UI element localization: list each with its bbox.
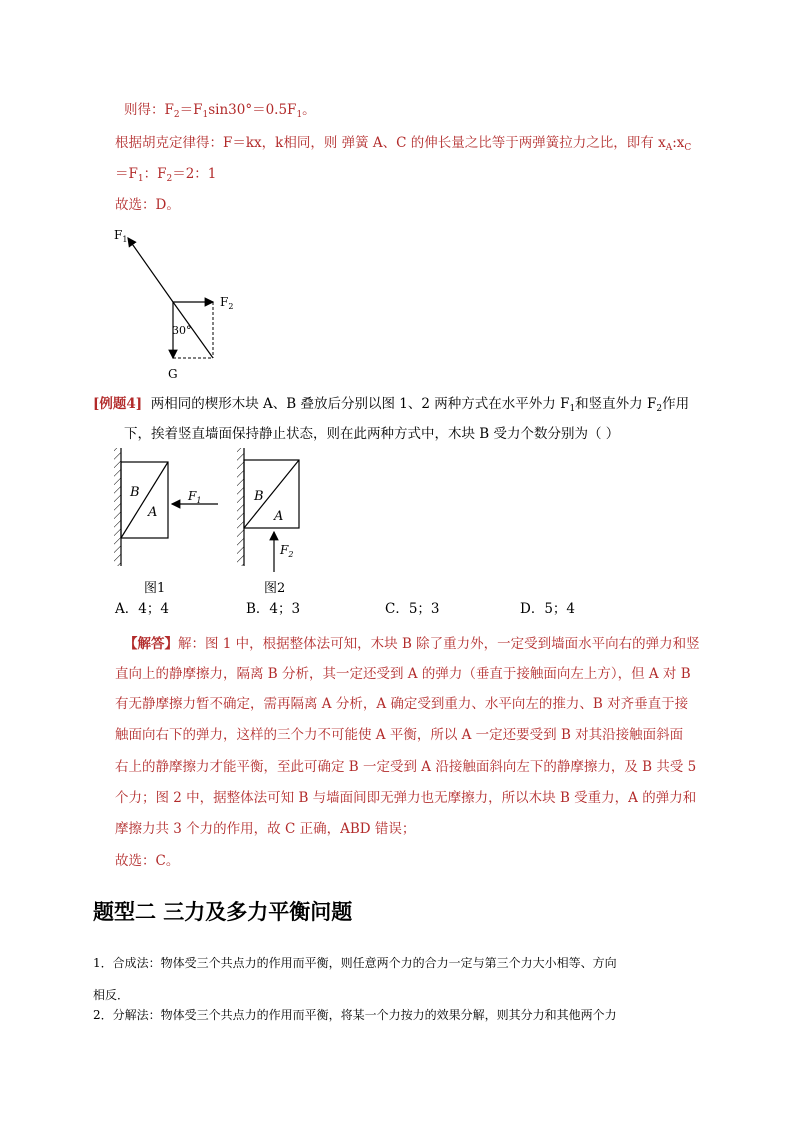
force-diagram	[100, 222, 260, 382]
option-c[interactable]: C．5；3	[385, 601, 440, 617]
method-1-line-2: 相反．	[93, 988, 130, 1002]
answer-line-1: 【解答】解：图 1 中，根据整体法可知，木块 B 除了重力外，一定受到墙面水平向右的弹力和竖	[124, 636, 700, 652]
f2-label: $F_2$	[220, 295, 234, 311]
option-d[interactable]: D．5；4	[520, 601, 576, 617]
option-a[interactable]: A．4；4	[115, 601, 169, 617]
option-b[interactable]: B．4；3	[246, 601, 301, 617]
method-2-line-1: 2．分解法：物体受三个共点力的作用而平衡，将某一个力按力的效果分解，则其分力和其他两个力	[93, 1008, 617, 1022]
wall	[114, 448, 121, 566]
answer-choice: 故选：C。	[115, 853, 180, 869]
f1-arrow	[128, 238, 173, 302]
block-b-label: B	[254, 489, 264, 504]
hooke-line-2: $=F_1$：$F_2=2$：1	[115, 166, 217, 184]
caption: 图1	[144, 581, 166, 596]
section-title: 题型二 三力及多力平衡问题	[93, 900, 353, 924]
hooke-line-1: 根据胡克定律得：F＝kx，k相同，则 弹簧 A、C 的伸长量之比等于两弹簧拉力之比，即有 $x_A:x_C$	[115, 135, 692, 153]
answer-line-4: 触面向右下的弹力，这样的三个力不可能使 A 平衡，所以 A 一定还要受到 B 对其沿接触面斜面	[115, 727, 684, 743]
example4-line-2: 下，挨着竖直墙面保持静止状态，则在此两种方式中，木块 B 受力个数分别为（ ）	[124, 426, 620, 442]
caption: 图2	[264, 581, 286, 596]
block-a-label: A	[148, 505, 158, 520]
answer-line-7: 摩擦力共 3 个力的作用，故 C 正确，ABD 错误；	[115, 821, 416, 837]
force-label: $F_1$	[188, 489, 202, 505]
method-1-line-1: 1．合成法：物体受三个共点力的作用而平衡，则任意两个力的合力一定与第三个力大小相等、方向	[93, 956, 617, 970]
block-b-label: B	[130, 485, 140, 500]
angle-label: 30°	[172, 324, 192, 337]
force-label: $F_2$	[280, 543, 294, 559]
answer-line-3: 有无静摩擦力暂不确定，需再隔离 A 分析，A 确定受到重力、水平向左的推力、B 对齐垂直于接	[115, 696, 689, 712]
answer-line-6: 个力；图 2 中，据整体法可知 B 与墙面间即无弹力也无摩擦力，所以木块 B 受重力，A 的弹力和	[115, 790, 697, 806]
g-label: G	[168, 367, 178, 381]
figure-2-diagram	[232, 448, 342, 598]
block-a-label: A	[274, 509, 284, 524]
f1-label: $F_1$	[114, 228, 128, 244]
result-line: 则得：$F_2=F_1\sin 30^\circ=0.5F_1$。	[124, 102, 316, 120]
example4-line-1: [例题4] 两相同的楔形木块 A、B 叠放后分别以图 1、2 两种方式在水平外力 $F_1$和竖直外力 $F_2$作用	[93, 396, 690, 414]
answer-line-2: 直向上的静摩擦力，隔离 B 分析，其一定还受到 A 的弹力（垂直于接触面向左上方），但 A 对 B	[115, 666, 691, 682]
wall	[237, 448, 244, 566]
answer-line-5: 右上的静摩擦力才能平衡，至此可确定 B 一定受到 A 沿接触面斜向左下的静摩擦力，及 B 共受 5	[115, 759, 697, 775]
figure-1-diagram	[108, 448, 238, 598]
choice-d: 故选：D。	[115, 197, 180, 213]
